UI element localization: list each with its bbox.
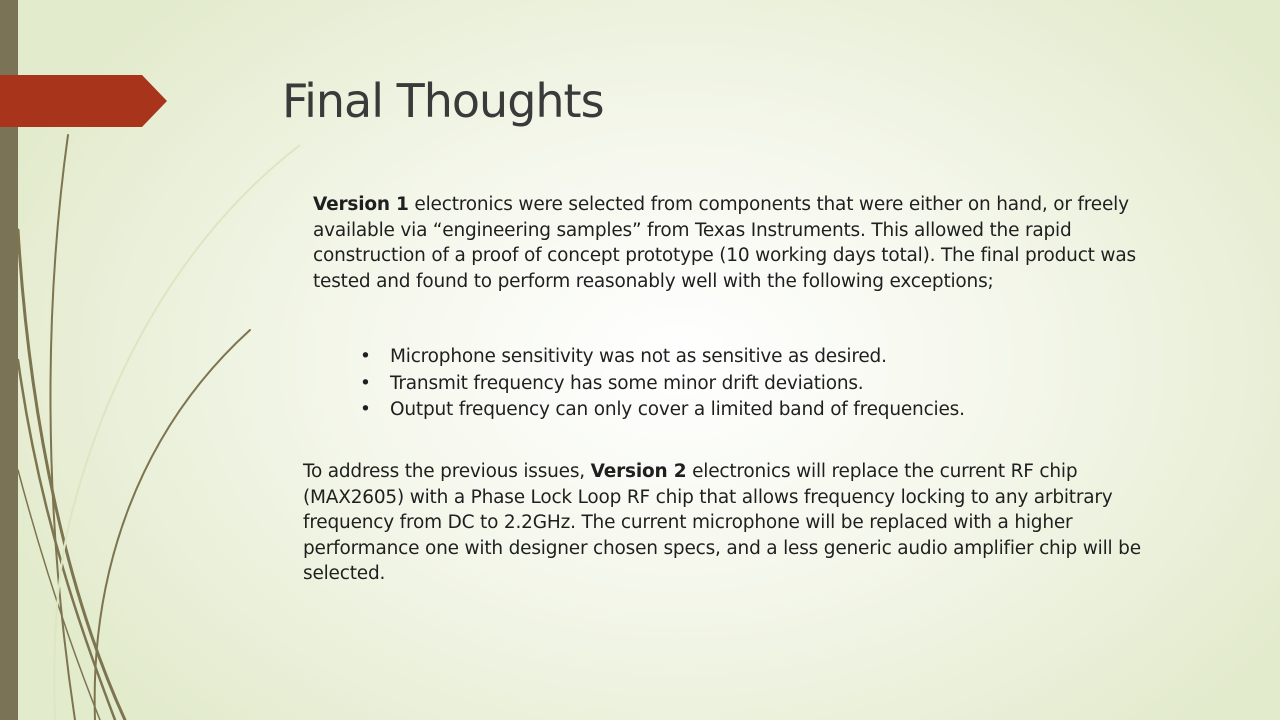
list-item: • Output frequency can only cover a limited band of frequencies. bbox=[358, 397, 965, 424]
version-1-label: Version 1 bbox=[313, 194, 409, 215]
list-item: • Transmit frequency has some minor drift deviations. bbox=[358, 371, 965, 398]
slide-title: Final Thoughts bbox=[282, 74, 604, 128]
version-1-text: electronics were selected from components that were either on hand, or freely available via “engineering samples” from Texas Instruments. This allowed the rapid construction of a proof of concept prototype (10 working days total). The final product was tested and found to perform reasonably well with the following exceptions; bbox=[313, 194, 1136, 292]
version-2-label: Version 2 bbox=[590, 461, 687, 482]
bullet-icon: • bbox=[360, 399, 371, 420]
bullet-icon: • bbox=[360, 372, 371, 394]
bullet-icon: • bbox=[360, 346, 371, 367]
version-2-text: electronics will replace the current RF chip (MAX2605) with a Phase Lock Loop RF chip that allows frequency locking to any arbitrary frequency from DC to 2.2GHz. The current microphone will be replaced with a higher performance one with designer chosen specs, and a less generic audio amplifier chip will be selected. bbox=[303, 461, 1141, 584]
list-item: • Microphone sensitivity was not as sensitive as desired. bbox=[358, 344, 965, 371]
version-2-paragraph bbox=[303, 459, 1153, 587]
version-2-intro: To address the previous issues, bbox=[303, 461, 591, 482]
exceptions-list bbox=[358, 344, 965, 424]
version-1-paragraph bbox=[313, 192, 1163, 294]
title-accent-arrow bbox=[0, 0, 170, 130]
